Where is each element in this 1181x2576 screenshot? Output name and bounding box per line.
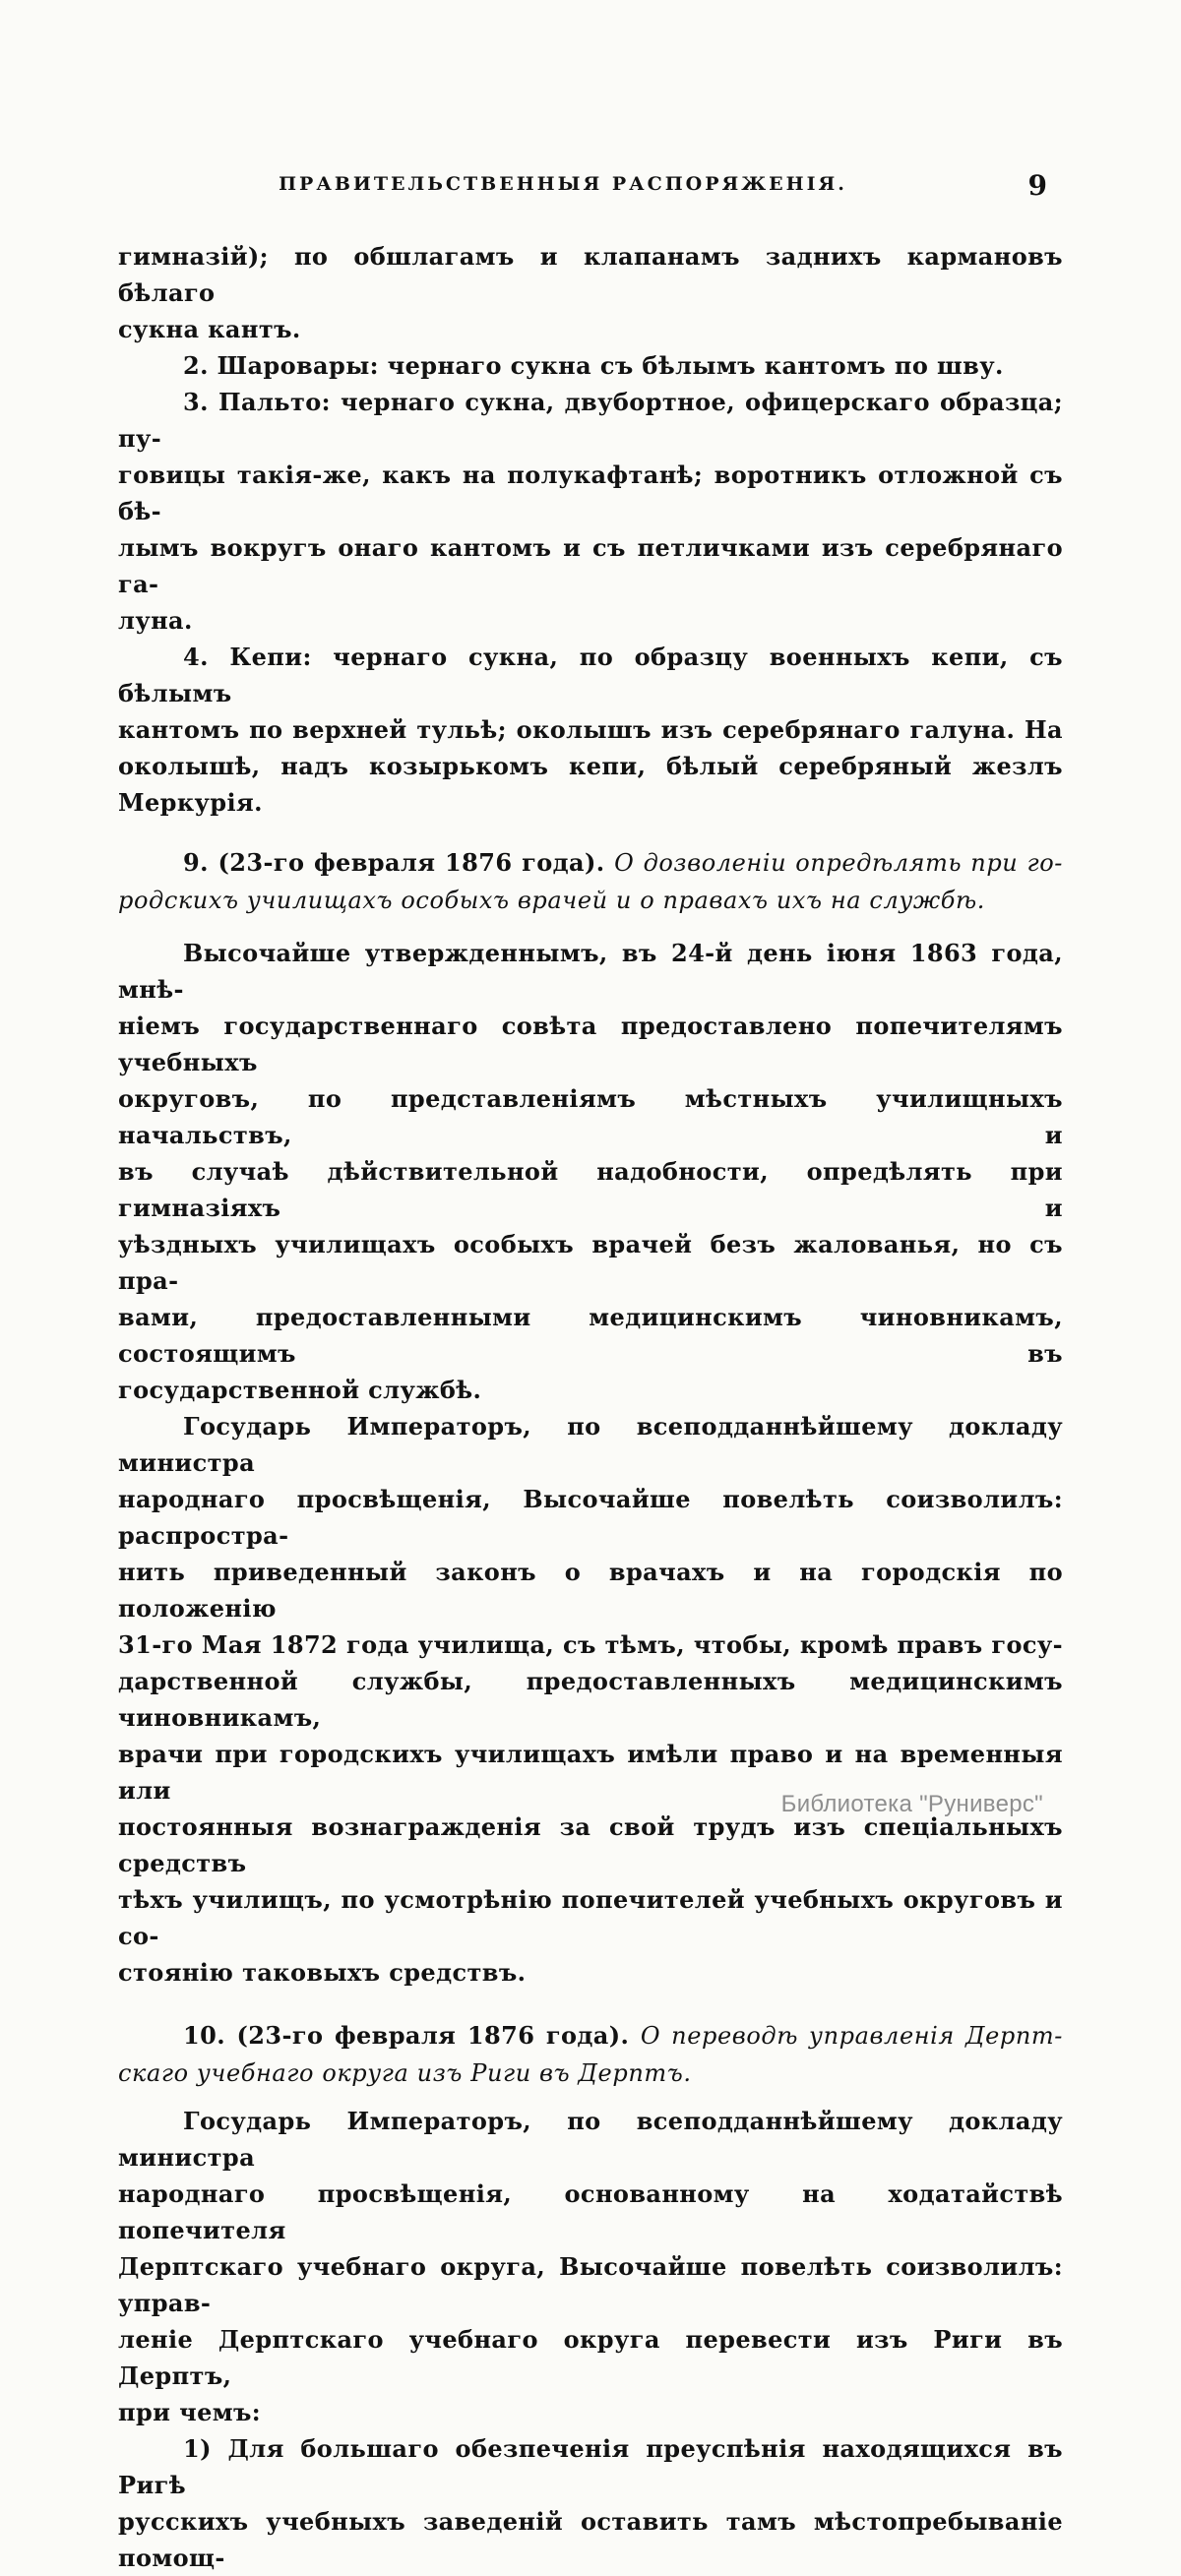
text-line bbox=[118, 2248, 1063, 2321]
text-segment: въ случаѣ дѣйствительной надобности, опредѣлять при гимназіяхъ и bbox=[118, 1157, 1063, 1222]
text-segment: сукна кантъ. bbox=[118, 315, 301, 343]
text-segment: ніемъ государственнаго совѣта предоставлено попечителямъ учебныхъ bbox=[118, 1012, 1063, 1076]
text-line bbox=[118, 2321, 1063, 2394]
text-line bbox=[118, 384, 1063, 457]
text-line bbox=[118, 602, 1063, 639]
text-line bbox=[118, 2394, 1063, 2430]
text-segment: врачи при городскихъ училищахъ имѣли право и на временныя или bbox=[118, 1740, 1063, 1805]
text-line bbox=[118, 711, 1063, 748]
library-watermark: Библиотека "Руниверс" bbox=[780, 1791, 1043, 1817]
text-line bbox=[118, 1809, 1063, 1881]
text-line bbox=[118, 2176, 1063, 2248]
text-segment: говицы такія-же, какъ на полукафтанѣ; воротникъ отложной съ бѣ- bbox=[118, 460, 1063, 525]
text-segment: кантомъ по верхней тульѣ; околышъ изъ серебрянаго галуна. На bbox=[118, 715, 1063, 744]
text-segment: стоянію таковыхъ средствъ. bbox=[118, 1958, 527, 1987]
text-segment: при чемъ: bbox=[118, 2398, 262, 2426]
text-segment: 10. (23-го февраля 1876 года). bbox=[183, 2021, 641, 2050]
text-segment: 2. Шаровары: чернаго сукна съ бѣлымъ кантомъ по шву. bbox=[183, 351, 1004, 380]
text-segment: гимназій); по обшлагамъ и клапанамъ заднихъ кармановъ бѣлаго bbox=[118, 242, 1063, 307]
text-segment: 1) Для большаго обезпеченія преуспѣнія находящихся въ Ригѣ bbox=[118, 2434, 1063, 2499]
text-segment-italic: родскихъ училищахъ особыхъ врачей и о правахъ ихъ на службѣ. bbox=[118, 887, 985, 914]
text-line bbox=[118, 748, 1063, 821]
text-segment: русскихъ учебныхъ заведеній оставить тамъ мѣстопребываніе помощ- bbox=[118, 2507, 1063, 2572]
text-segment-italic: О переводѣ управленія Дерпт- bbox=[640, 2022, 1063, 2050]
text-line bbox=[118, 1226, 1063, 1299]
text-segment: дарственной службы, предоставленныхъ медицинскимъ чиновникамъ, bbox=[118, 1667, 1063, 1732]
text-segment: государственной службѣ. bbox=[118, 1376, 482, 1404]
text-segment: 9. (23-го февраля 1876 года). bbox=[183, 848, 615, 877]
text-line bbox=[118, 2055, 1063, 2092]
text-line bbox=[118, 2103, 1063, 2176]
text-segment: околышѣ, надъ козырькомъ кепи, бѣлый серебряный жезлъ Меркурія. bbox=[118, 752, 1063, 817]
text-line bbox=[118, 347, 1063, 384]
text-segment: 4. Кепи: чернаго сукна, по образцу военныхъ кепи, съ бѣлымъ bbox=[118, 643, 1063, 707]
text-segment: уѣздныхъ училищахъ особыхъ врачей безъ жалованья, но съ пра- bbox=[118, 1230, 1063, 1295]
text-line bbox=[118, 2017, 1063, 2055]
text-segment-italic: О дозволеніи опредѣлять при го- bbox=[614, 849, 1063, 877]
text-line bbox=[118, 1663, 1063, 1736]
text-line bbox=[118, 844, 1063, 882]
running-head-title: ПРАВИТЕЛЬСТВЕННЫЯ РАСПОРЯЖЕНІЯ. bbox=[279, 173, 847, 195]
text-line bbox=[118, 529, 1063, 602]
text-segment: вами, предоставленными медицинскимъ чиновникамъ, состоящимъ въ bbox=[118, 1303, 1063, 1368]
text-segment: 31-го Мая 1872 года училища, съ тѣмъ, чтобы, кромѣ правъ госу- bbox=[118, 1630, 1063, 1659]
text-line bbox=[118, 311, 1063, 347]
text-line bbox=[118, 1299, 1063, 1372]
text-segment: леніе Дерптскаго учебнаго округа перевести изъ Риги въ Дерптъ, bbox=[118, 2325, 1063, 2390]
text-line bbox=[118, 1008, 1063, 1080]
text-line bbox=[118, 1481, 1063, 1554]
text-line bbox=[118, 2503, 1063, 2576]
text-segment: 3. Пальто: чернаго сукна, двубортное, офицерскаго образца; пу- bbox=[118, 388, 1063, 453]
text-segment: луна. bbox=[118, 606, 193, 635]
text-line bbox=[118, 1626, 1063, 1663]
page-number: 9 bbox=[1027, 169, 1047, 202]
text-segment: тѣхъ училищъ, по усмотрѣнію попечителей учебныхъ округовъ и со- bbox=[118, 1885, 1063, 1950]
text-segment: народнаго просвѣщенія, основанному на ходатайствѣ попечителя bbox=[118, 2179, 1063, 2244]
text-line bbox=[118, 1372, 1063, 1408]
text-segment: народнаго просвѣщенія, Высочайше повелѣть соизволилъ: распростра- bbox=[118, 1485, 1063, 1550]
text-line bbox=[118, 935, 1063, 1008]
text-segment: округовъ, по представленіямъ мѣстныхъ училищныхъ начальствъ, и bbox=[118, 1084, 1063, 1149]
text-segment: Государь Императоръ, по всеподданнѣйшему докладу министра bbox=[118, 1412, 1063, 1477]
text-line bbox=[118, 1954, 1063, 1991]
text-line bbox=[118, 882, 1063, 919]
text-line bbox=[118, 639, 1063, 711]
text-segment: Высочайше утвержденнымъ, въ 24-й день іюня 1863 года, мнѣ- bbox=[118, 939, 1063, 1004]
text-segment: постоянныя вознагражденія за свой трудъ изъ спеціальныхъ средствъ bbox=[118, 1812, 1063, 1877]
text-line bbox=[118, 457, 1063, 529]
running-head bbox=[118, 173, 1063, 195]
text-line bbox=[118, 1881, 1063, 1954]
text-line bbox=[118, 1554, 1063, 1626]
text-segment: лымъ вокругъ онаго кантомъ и съ петличками изъ серебрянаго га- bbox=[118, 533, 1063, 598]
text-line bbox=[118, 2430, 1063, 2503]
text-block bbox=[118, 238, 1063, 2576]
text-segment: нить приведенный законъ о врачахъ и на городскія по положенію bbox=[118, 1558, 1063, 1623]
text-line bbox=[118, 1080, 1063, 1153]
text-segment: Государь Императоръ, по всеподданнѣйшему докладу министра bbox=[118, 2107, 1063, 2172]
text-line bbox=[118, 1153, 1063, 1226]
text-line bbox=[118, 1408, 1063, 1481]
text-segment: Дерптскаго учебнаго округа, Высочайше повелѣть соизволилъ: управ- bbox=[118, 2252, 1063, 2317]
text-line bbox=[118, 238, 1063, 311]
text-segment-italic: скаго учебнаго округа изъ Риги въ Дерптъ. bbox=[118, 2059, 692, 2087]
